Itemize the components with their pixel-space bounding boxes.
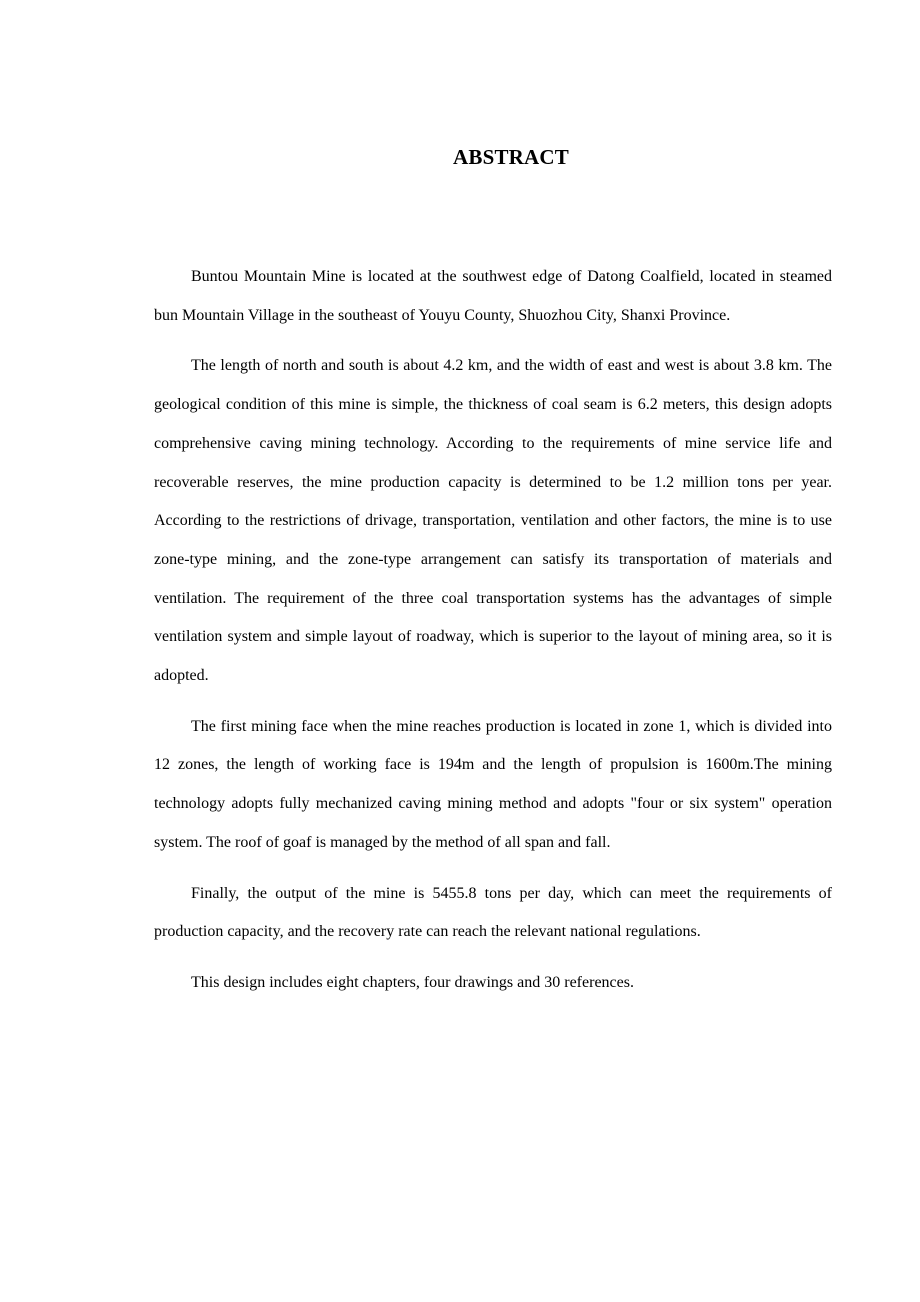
abstract-title: ABSTRACT	[453, 145, 569, 169]
paragraph-mining-face: The first mining face when the mine reaches production is located in zone 1, which is divided into 12 zones, the length of working face is 194m and the length of propulsion is 1600m.The mining technology adopts fully mechanized caving mining method and adopts "four or six system" operation system. The roof of goaf is managed by the method of all span and fall.	[154, 717, 832, 851]
paragraph-output: Finally, the output of the mine is 5455.8 tons per day, which can meet the requirements of production capacity, and the recovery rate can reach the relevant national regulations.	[154, 884, 832, 941]
abstract-body	[154, 258, 832, 1015]
paragraph-location: Buntou Mountain Mine is located at the southwest edge of Datong Coalfield, located in steamed bun Mountain Village in the southeast of Youyu County, Shuozhou City, Shanxi Province.	[154, 268, 832, 324]
paragraph-geology-design: The length of north and south is about 4.2 km, and the width of east and west is about 3.8 km. The geological condition of this mine is simple, the thickness of coal seam is 6.2 meters, this design adopts comprehensive caving mining technology. According to the requirements of mine service life and recoverable reserves, the mine production capacity is determined to be 1.2 million tons per year. According to the restrictions of drivage, transportation, ventilation and other factors, the mine is to use zone-type mining, and the zone-type arrangement can satisfy its transportation of materials and ventilation. The requirement of the three coal transportation systems has the advantages of simple ventilation system and simple layout of roadway, which is superior to the layout of mining area, so it is adopted.	[154, 357, 832, 685]
paragraph-contents: This design includes eight chapters, four drawings and 30 references.	[191, 973, 634, 991]
